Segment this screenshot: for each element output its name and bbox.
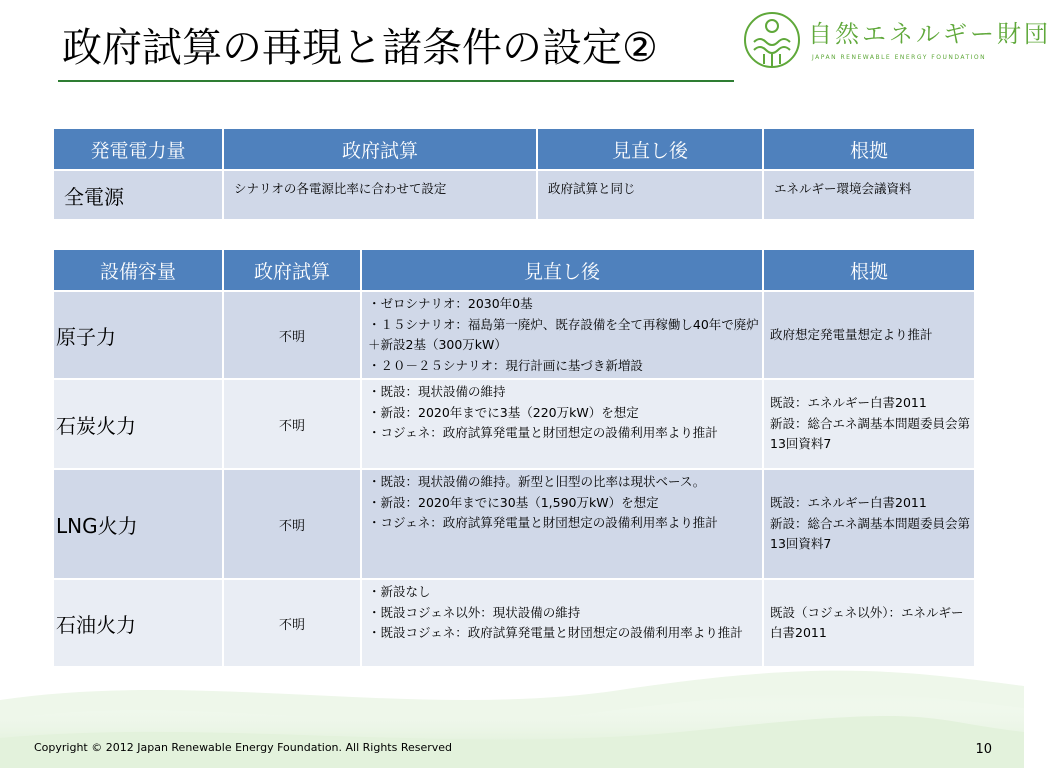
table-row bbox=[53, 469, 975, 579]
basis-line: 新設：総合エネ調基本問題委員会第13回資料7 bbox=[770, 515, 971, 552]
table1-header-revised: 見直し後 bbox=[537, 128, 763, 170]
table1-header-generation: 発電電力量 bbox=[53, 128, 223, 170]
logo-name: 自然エネルギー財団 bbox=[808, 20, 1051, 48]
basis-line: 既設：エネルギー白書2011 bbox=[770, 395, 927, 411]
gov-cell: 不明 bbox=[223, 379, 361, 469]
revised-line: ・新設：2020年までに3基（220万kW）を想定 bbox=[368, 404, 639, 420]
table2-header-basis: 根拠 bbox=[763, 249, 975, 291]
revised-line: ・１５シナリオ：福島第一廃炉、既存設備を全て再稼働し40年で廃炉＋新設2基（300万kW） bbox=[368, 316, 759, 352]
foundation-logo bbox=[742, 8, 1051, 72]
revised-line: ・２０－２５シナリオ：現行計画に基づき新増設 bbox=[368, 357, 643, 373]
basis-cell: 既設（コジェネ以外）：エネルギー白書2011 bbox=[763, 579, 975, 667]
revised-line: ・既設：現状設備の維持。新型と旧型の比率は現状ベース。 bbox=[368, 474, 706, 489]
gov-cell: 不明 bbox=[223, 579, 361, 667]
revised-line: ・既設コジェネ以外：現状設備の維持 bbox=[368, 604, 581, 620]
table2-header-capacity: 設備容量 bbox=[53, 249, 223, 291]
revised-line: ・コジェネ：政府試算発電量と財団想定の設備利用率より推計 bbox=[368, 515, 718, 530]
basis-line: 新設：総合エネ調基本問題委員会第13回資料7 bbox=[770, 415, 971, 452]
basis-cell bbox=[763, 379, 975, 469]
table2-header-gov: 政府試算 bbox=[223, 249, 361, 291]
page-title: 政府試算の再現と諸条件の設定② bbox=[62, 25, 658, 71]
basis-cell: 政府想定発電量想定より推計 bbox=[763, 291, 975, 379]
table-row bbox=[53, 579, 975, 667]
table2-header-revised: 見直し後 bbox=[361, 249, 763, 291]
logo-subtitle: JAPAN RENEWABLE ENERGY FOUNDATION bbox=[812, 54, 987, 61]
table-row bbox=[53, 379, 975, 469]
title-underline bbox=[58, 80, 734, 82]
revised-line: ・既設コジェネ：政府試算発電量と財団想定の設備利用率より推計 bbox=[368, 625, 743, 640]
generation-table bbox=[52, 127, 976, 221]
revised-cell bbox=[361, 379, 763, 469]
basis-line: 既設：エネルギー白書2011 bbox=[770, 495, 927, 511]
row-label: LNG火力 bbox=[53, 469, 223, 579]
foundation-emblem-icon bbox=[742, 8, 802, 72]
revised-line: ・ゼロシナリオ：2030年0基 bbox=[368, 296, 533, 311]
revised-cell bbox=[361, 579, 763, 667]
revised-cell bbox=[361, 469, 763, 579]
revised-line: ・新設なし bbox=[368, 584, 431, 599]
revised-line: ・コジェネ：政府試算発電量と財団想定の設備利用率より推計 bbox=[368, 425, 718, 440]
row-label: 原子力 bbox=[53, 291, 223, 379]
basis-cell: エネルギー環境会議資料 bbox=[763, 170, 975, 220]
table1-header-basis: 根拠 bbox=[763, 128, 975, 170]
copyright-notice: Copyright © 2012 Japan Renewable Energy Foundation. All Rights Reserved bbox=[34, 741, 453, 754]
gov-cell: 不明 bbox=[223, 469, 361, 579]
row-label: 石油火力 bbox=[53, 579, 223, 667]
gov-cell: シナリオの各電源比率に合わせて設定 bbox=[223, 170, 537, 220]
capacity-table bbox=[52, 248, 976, 668]
revised-cell bbox=[361, 291, 763, 379]
basis-cell bbox=[763, 469, 975, 579]
gov-cell: 不明 bbox=[223, 291, 361, 379]
page-number: 10 bbox=[975, 742, 992, 757]
revised-line: ・新設：2020年までに30基（1,590万kW）を想定 bbox=[368, 494, 659, 510]
table1-header-gov: 政府試算 bbox=[223, 128, 537, 170]
row-label: 全電源 bbox=[53, 170, 223, 220]
table-row bbox=[53, 291, 975, 379]
revised-line: ・既設：現状設備の維持 bbox=[368, 384, 506, 399]
revised-cell: 政府試算と同じ bbox=[537, 170, 763, 220]
row-label: 石炭火力 bbox=[53, 379, 223, 469]
table-row bbox=[53, 170, 975, 220]
